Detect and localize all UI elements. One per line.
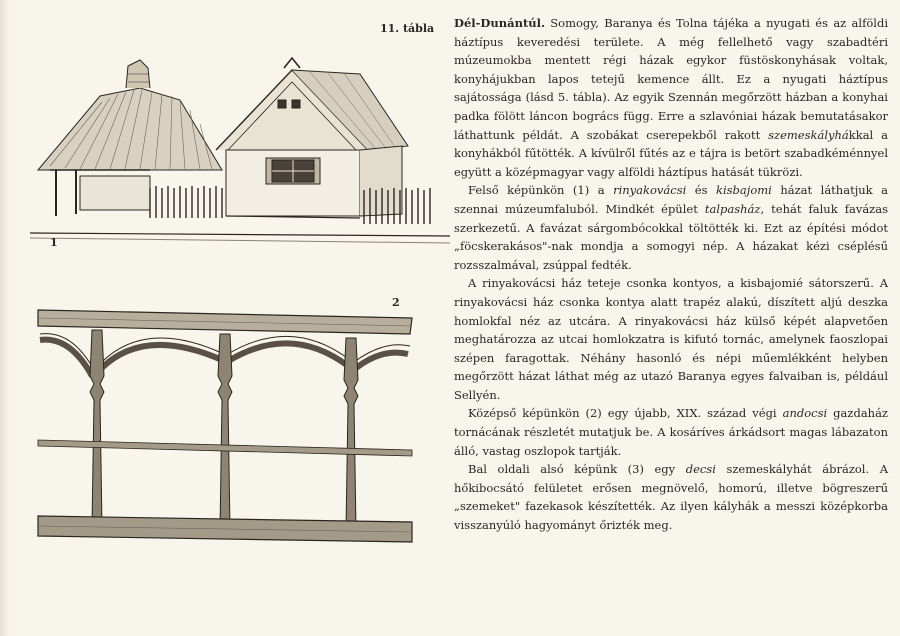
paragraph-2: Felső képünkön (1) a rinyakovácsi és kisbajomi házat láthatjuk a szennai múzeumfaluból. Mindkét épület talpasház, tehát faluk favázas szerkezetű. A favázat sárgombócokkal töltötték ki. Ezt az építési módot „föcskerakásos"-nak mondja a somogyi nép. A házakat kézi cséplésű rozsszalmával, zsúppal fedték. <box>454 183 888 272</box>
paragraph-3: A rinyakovácsi ház teteje csonka kontyos, a kisbajomié sátorszerű. A rinyakovácsi ház csonka kontya alatt trapéz alakú, díszített aljú deszka homlokfal néz az utcára. A rinyakovácsi ház külső képét alapvetően meghatározza az utcai homlokzatra is kifutó tornác, amelynek faoszlopai szépen faragottak. Néhány hasonló és népi műemlékként helyben megőrzött házat láthat még az utazó Baranya egyes falvaiban is, például Sellyén. <box>454 276 888 402</box>
paragraph-4: Középső képünkön (2) egy újabb, XIX. század végi andocsi gazdaház tornácának részletét mutatjuk be. A kosáríves árkádsort magas lábazaton álló, vastag oszlopok tartják. <box>454 406 888 458</box>
page-fold-shadow <box>0 0 10 636</box>
figure-number-1: 1 <box>50 236 58 249</box>
houses-illustration <box>30 38 450 248</box>
paragraph-5: Bal oldali alsó képünk (3) egy decsi szemeskályhát ábrázol. A hőkibocsátó felületet erősen megnövelő, homorú, illetve bögreszerű „szemeket" fazekasok készítették. Az ilyen kályhák a messzi középkorba visszanyúló hagyományt őrizték meg. <box>454 462 888 533</box>
body-text-column <box>454 14 888 535</box>
paragraph-1: Dél-Dunántúl. Somogy, Baranya és Tolna tájéka a nyugati és az alföldi háztípus keveredési területe. A még fellelhető vagy szabadtéri múzeumokba mentett régi házak egykor füstöskonyhásak voltak, konyhájukban lapos tetejű kemence állt. Ez a nyugati háztípus sajátossága (lásd 5. tábla). Az egyik Szennán megőrzött házban a konyhai padka fölött láncon bogrács függ. Erre a szlavóniai házak bemutatásakor láthattunk példát. A szobákat cserepekből rakott szemeskályhákkal a konyhákból fűtötték. A kívülről fűtés az e tájra is betört szabadkéménnyel együtt a középmagyar vagy alföldi háztípus hatását tükrözi. <box>454 16 889 179</box>
section-heading: Dél-Dunántúl. <box>454 16 545 30</box>
arcade-porch-illustration <box>30 296 425 551</box>
figure-number-2: 2 <box>392 296 400 309</box>
plate-label: 11. tábla <box>380 22 435 35</box>
